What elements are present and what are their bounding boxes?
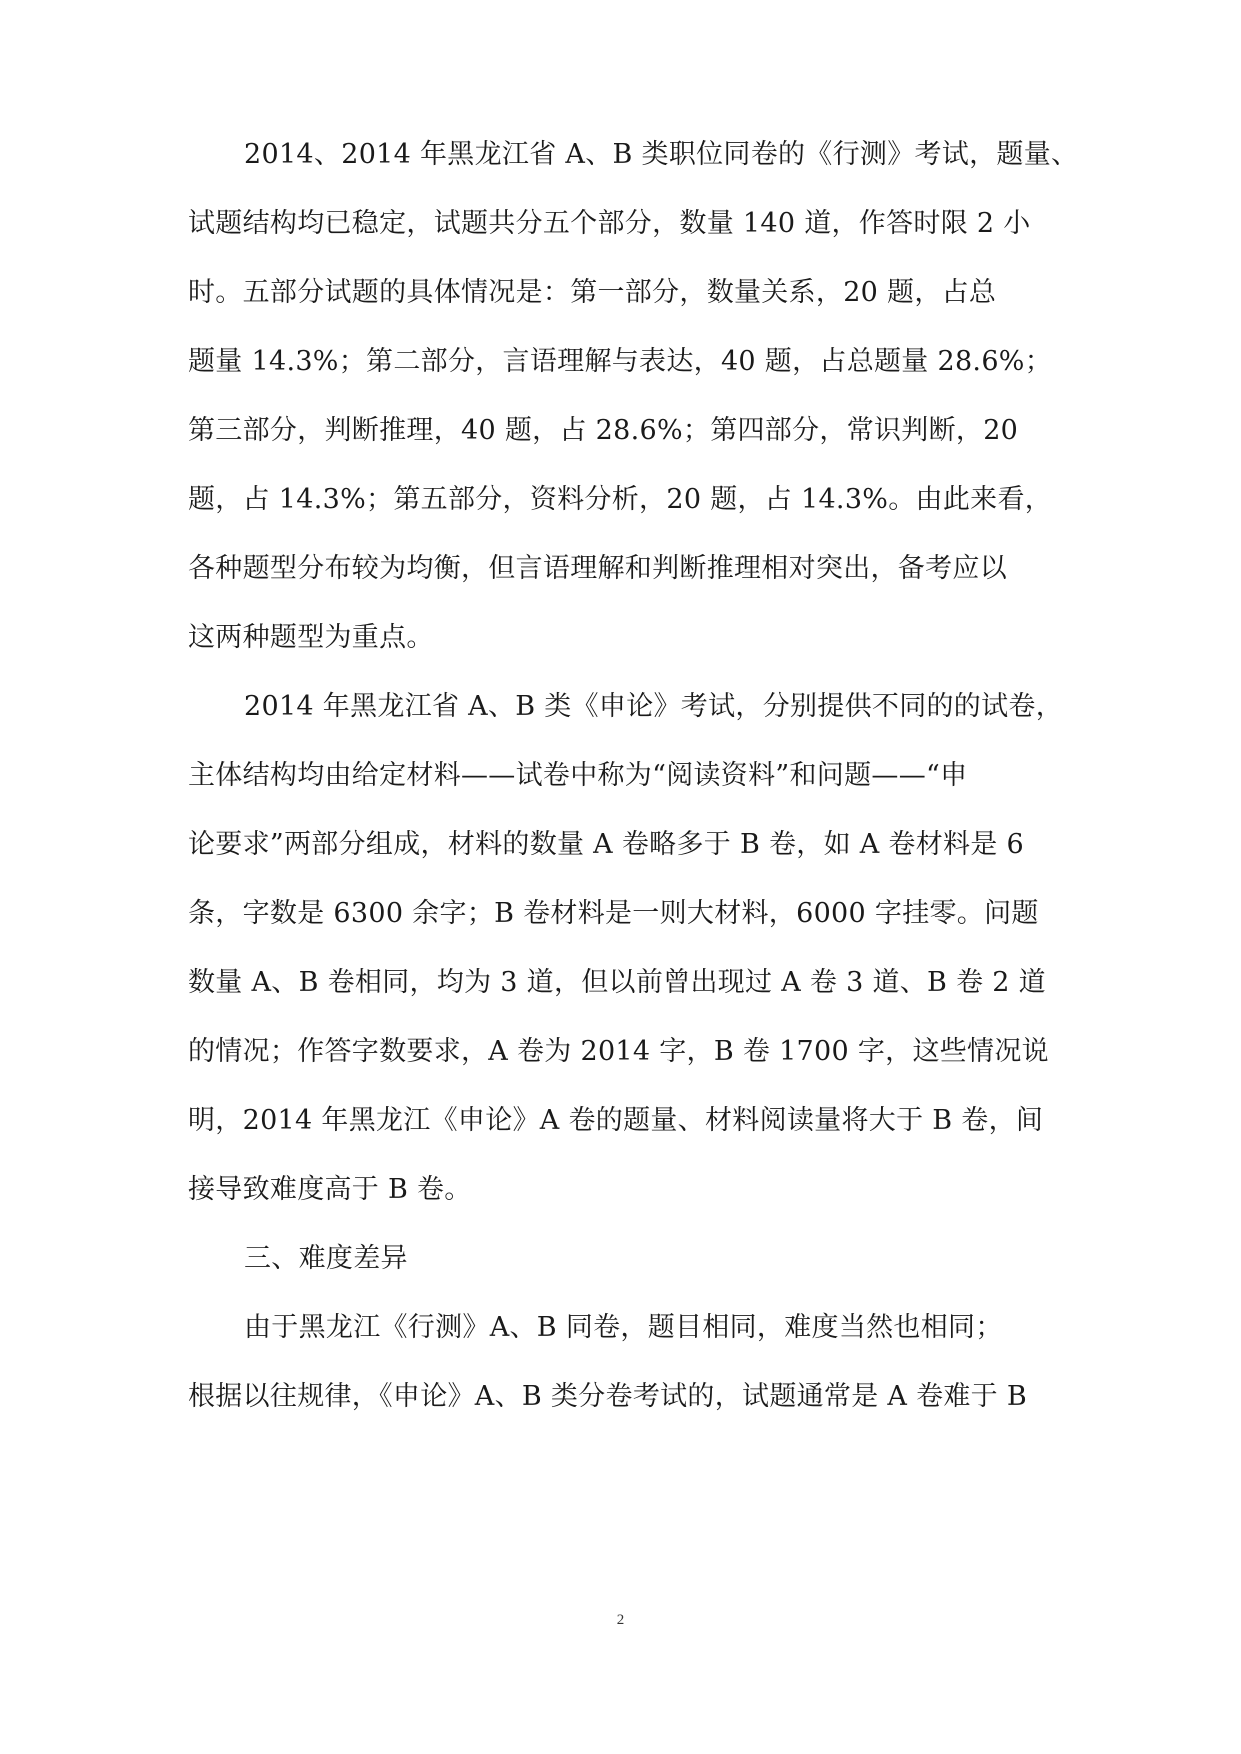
paragraph-1-line-2: 试题结构均已稳定，试题共分五个部分，数量 140 道，作答时限 2 小 bbox=[188, 208, 1031, 239]
paragraph-1-line-4: 题量 14.3%；第二部分，言语理解与表达，40 题，占总题量 28.6%； bbox=[188, 346, 1053, 377]
paragraph-2-line-8: 接导致难度高于 B 卷。 bbox=[188, 1174, 472, 1205]
paragraph-2-line-2: 主体结构均由给定材料——试卷中称为“阅读资料”和问题——“申 bbox=[188, 760, 968, 791]
paragraph-2-line-5: 数量 A、B 卷相同，均为 3 道，但以前曾出现过 A 卷 3 道、B 卷 2 道 bbox=[188, 967, 1046, 998]
paragraph-1-line-7: 各种题型分布较为均衡，但言语理解和判断推理相对突出，备考应以 bbox=[188, 553, 1007, 584]
paragraph-2-line-6: 的情况；作答字数要求，A 卷为 2014 字，B 卷 1700 字，这些情况说 bbox=[188, 1036, 1049, 1067]
paragraph-2-line-3: 论要求”两部分组成，材料的数量 A 卷略多于 B 卷，如 A 卷材料是 6 bbox=[188, 829, 1024, 860]
section-heading: 三、难度差异 bbox=[244, 1243, 408, 1274]
paragraph-2-line-4: 条，字数是 6300 余字；B 卷材料是一则大材料，6000 字挂零。问题 bbox=[188, 898, 1039, 929]
paragraph-3-line-2: 根据以往规律，《申论》A、B 类分卷考试的，试题通常是 A 卷难于 B bbox=[188, 1381, 1028, 1412]
paragraph-3-line-1: 由于黑龙江《行测》A、B 同卷，题目相同，难度当然也相同； bbox=[244, 1312, 1003, 1343]
paragraph-1-line-5: 第三部分，判断推理，40 题，占 28.6%；第四部分，常识判断，20 bbox=[188, 415, 1019, 446]
paragraph-2-line-7: 明，2014 年黑龙江《申论》A 卷的题量、材料阅读量将大于 B 卷，间 bbox=[188, 1105, 1044, 1136]
paragraph-1-line-6: 题，占 14.3%；第五部分，资料分析，20 题，占 14.3%。由此来看， bbox=[188, 484, 1053, 515]
paragraph-1-line-3: 时。五部分试题的具体情况是：第一部分，数量关系，20 题，占总 bbox=[188, 277, 997, 308]
page-number: 2 bbox=[616, 1612, 625, 1628]
paragraph-1-line-8: 这两种题型为重点。 bbox=[188, 622, 434, 653]
paragraph-2-line-1: 2014 年黑龙江省 A、B 类《申论》考试，分别提供不同的的试卷， bbox=[244, 691, 1063, 722]
paragraph-1-line-1: 2014、2014 年黑龙江省 A、B 类职位同卷的《行测》考试，题量、 bbox=[244, 139, 1079, 170]
